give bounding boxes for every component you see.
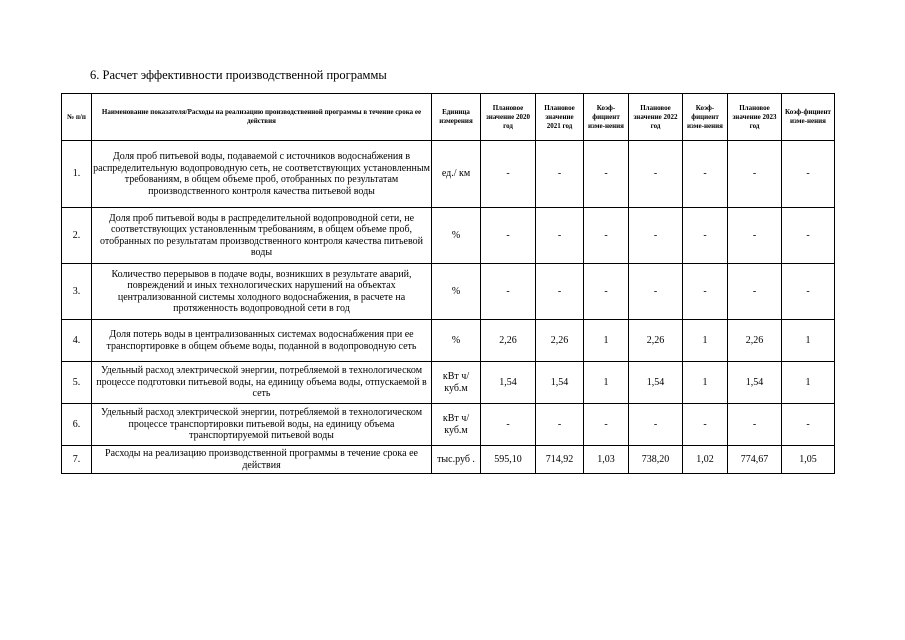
indicator-name: Доля проб питьевой воды, подаваемой с источников водоснабжения в распределительную водопроводную сеть, не соответствующих установленным требованиям, в общем объеме проб, отобранных по результатам производственного контроля качества питьевой воды (92, 141, 432, 208)
coef-2022-cell: - (683, 208, 728, 264)
coef-2021-cell: 1 (584, 320, 629, 362)
coef-2021-cell: 1 (584, 362, 629, 404)
col-header-plan-2021: Плановое значение 2021 год (536, 94, 584, 141)
col-header-number: № п/п (62, 94, 92, 141)
indicator-name: Доля потерь воды в централизованных системах водоснабжения при ее транспортировке в общем объеме воды, поданной в водопроводную сеть (92, 320, 432, 362)
row-number: 2. (62, 208, 92, 264)
plan-2023-cell: 2,26 (728, 320, 782, 362)
plan-2022-cell: 738,20 (629, 446, 683, 474)
table-row (62, 208, 835, 264)
coef-2023-cell: - (782, 141, 835, 208)
table-row (62, 446, 835, 474)
indicator-name: Удельный расход электрической энергии, потребляемой в технологическом процессе транспортировки питьевой воды, на единицу объема транспортируемой питьевой воды (92, 404, 432, 446)
table-row (62, 320, 835, 362)
col-header-coef-2022: Коэф-фициент изме-нения (683, 94, 728, 141)
coef-2023-cell: 1,05 (782, 446, 835, 474)
unit-cell: % (432, 320, 481, 362)
plan-2022-cell: - (629, 141, 683, 208)
table-row (62, 264, 835, 320)
plan-2020-cell: - (481, 404, 536, 446)
section-heading: 6. Расчет эффективности производственной программы (90, 68, 387, 82)
plan-2023-cell: - (728, 264, 782, 320)
plan-2021-cell: 1,54 (536, 362, 584, 404)
plan-2023-cell: - (728, 404, 782, 446)
unit-cell: кВт ч/куб.м (432, 404, 481, 446)
col-header-coef-2023: Коэф-фициент изме-нения (782, 94, 835, 141)
coef-2021-cell: 1,03 (584, 446, 629, 474)
row-number: 7. (62, 446, 92, 474)
coef-2021-cell: - (584, 404, 629, 446)
plan-2021-cell: - (536, 264, 584, 320)
plan-2021-cell: - (536, 404, 584, 446)
col-header-name: Наименование показателя/Расходы на реализацию производственной программы в течение срока ее действия (92, 94, 432, 141)
plan-2021-cell: 2,26 (536, 320, 584, 362)
coef-2021-cell: - (584, 208, 629, 264)
unit-cell: ед./ км (432, 141, 481, 208)
unit-cell: кВт ч/куб.м (432, 362, 481, 404)
coef-2022-cell: 1,02 (683, 446, 728, 474)
plan-2020-cell: 595,10 (481, 446, 536, 474)
plan-2023-cell: - (728, 141, 782, 208)
plan-2022-cell: - (629, 404, 683, 446)
coef-2022-cell: - (683, 404, 728, 446)
plan-2022-cell: 1,54 (629, 362, 683, 404)
row-number: 1. (62, 141, 92, 208)
plan-2023-cell: 774,67 (728, 446, 782, 474)
col-header-plan-2023: Плановое значение 2023 год (728, 94, 782, 141)
indicator-name: Расходы на реализацию производственной программы в течение срока ее действия (92, 446, 432, 474)
plan-2022-cell: - (629, 264, 683, 320)
indicator-name: Количество перерывов в подаче воды, возникших в результате аварий, повреждений и иных технологических нарушений на объектах централизованной системы холодного водоснабжения, в расчете на протяженность водопроводной сети в год (92, 264, 432, 320)
col-header-unit: Единица измерения (432, 94, 481, 141)
coef-2021-cell: - (584, 141, 629, 208)
efficiency-table (61, 93, 835, 474)
col-header-plan-2022: Плановое значение 2022 год (629, 94, 683, 141)
coef-2022-cell: - (683, 141, 728, 208)
unit-cell: тыс.руб . (432, 446, 481, 474)
indicator-name: Доля проб питьевой воды в распределительной водопроводной сети, не соответствующих установленным требованиям, в общем объеме проб, отобранных по результатам производственного контроля качества питьевой воды (92, 208, 432, 264)
coef-2023-cell: 1 (782, 320, 835, 362)
plan-2021-cell: - (536, 141, 584, 208)
coef-2022-cell: 1 (683, 362, 728, 404)
coef-2023-cell: 1 (782, 362, 835, 404)
row-number: 3. (62, 264, 92, 320)
plan-2020-cell: - (481, 141, 536, 208)
coef-2022-cell: - (683, 264, 728, 320)
coef-2023-cell: - (782, 404, 835, 446)
unit-cell: % (432, 264, 481, 320)
indicator-name: Удельный расход электрической энергии, потребляемой в технологическом процессе подготовки питьевой воды, на единицу объема воды, отпускаемой в сеть (92, 362, 432, 404)
plan-2022-cell: 2,26 (629, 320, 683, 362)
table-row (62, 404, 835, 446)
plan-2021-cell: - (536, 208, 584, 264)
plan-2023-cell: 1,54 (728, 362, 782, 404)
coef-2021-cell: - (584, 264, 629, 320)
row-number: 4. (62, 320, 92, 362)
plan-2020-cell: 2,26 (481, 320, 536, 362)
coef-2022-cell: 1 (683, 320, 728, 362)
plan-2021-cell: 714,92 (536, 446, 584, 474)
row-number: 6. (62, 404, 92, 446)
plan-2020-cell: - (481, 264, 536, 320)
row-number: 5. (62, 362, 92, 404)
plan-2023-cell: - (728, 208, 782, 264)
coef-2023-cell: - (782, 264, 835, 320)
coef-2023-cell: - (782, 208, 835, 264)
header-row (62, 94, 835, 141)
table-row (62, 362, 835, 404)
col-header-plan-2020: Плановое значение 2020 год (481, 94, 536, 141)
unit-cell: % (432, 208, 481, 264)
col-header-coef-2021: Коэф-фициент изме-нения (584, 94, 629, 141)
plan-2020-cell: - (481, 208, 536, 264)
plan-2020-cell: 1,54 (481, 362, 536, 404)
table-row (62, 141, 835, 208)
plan-2022-cell: - (629, 208, 683, 264)
